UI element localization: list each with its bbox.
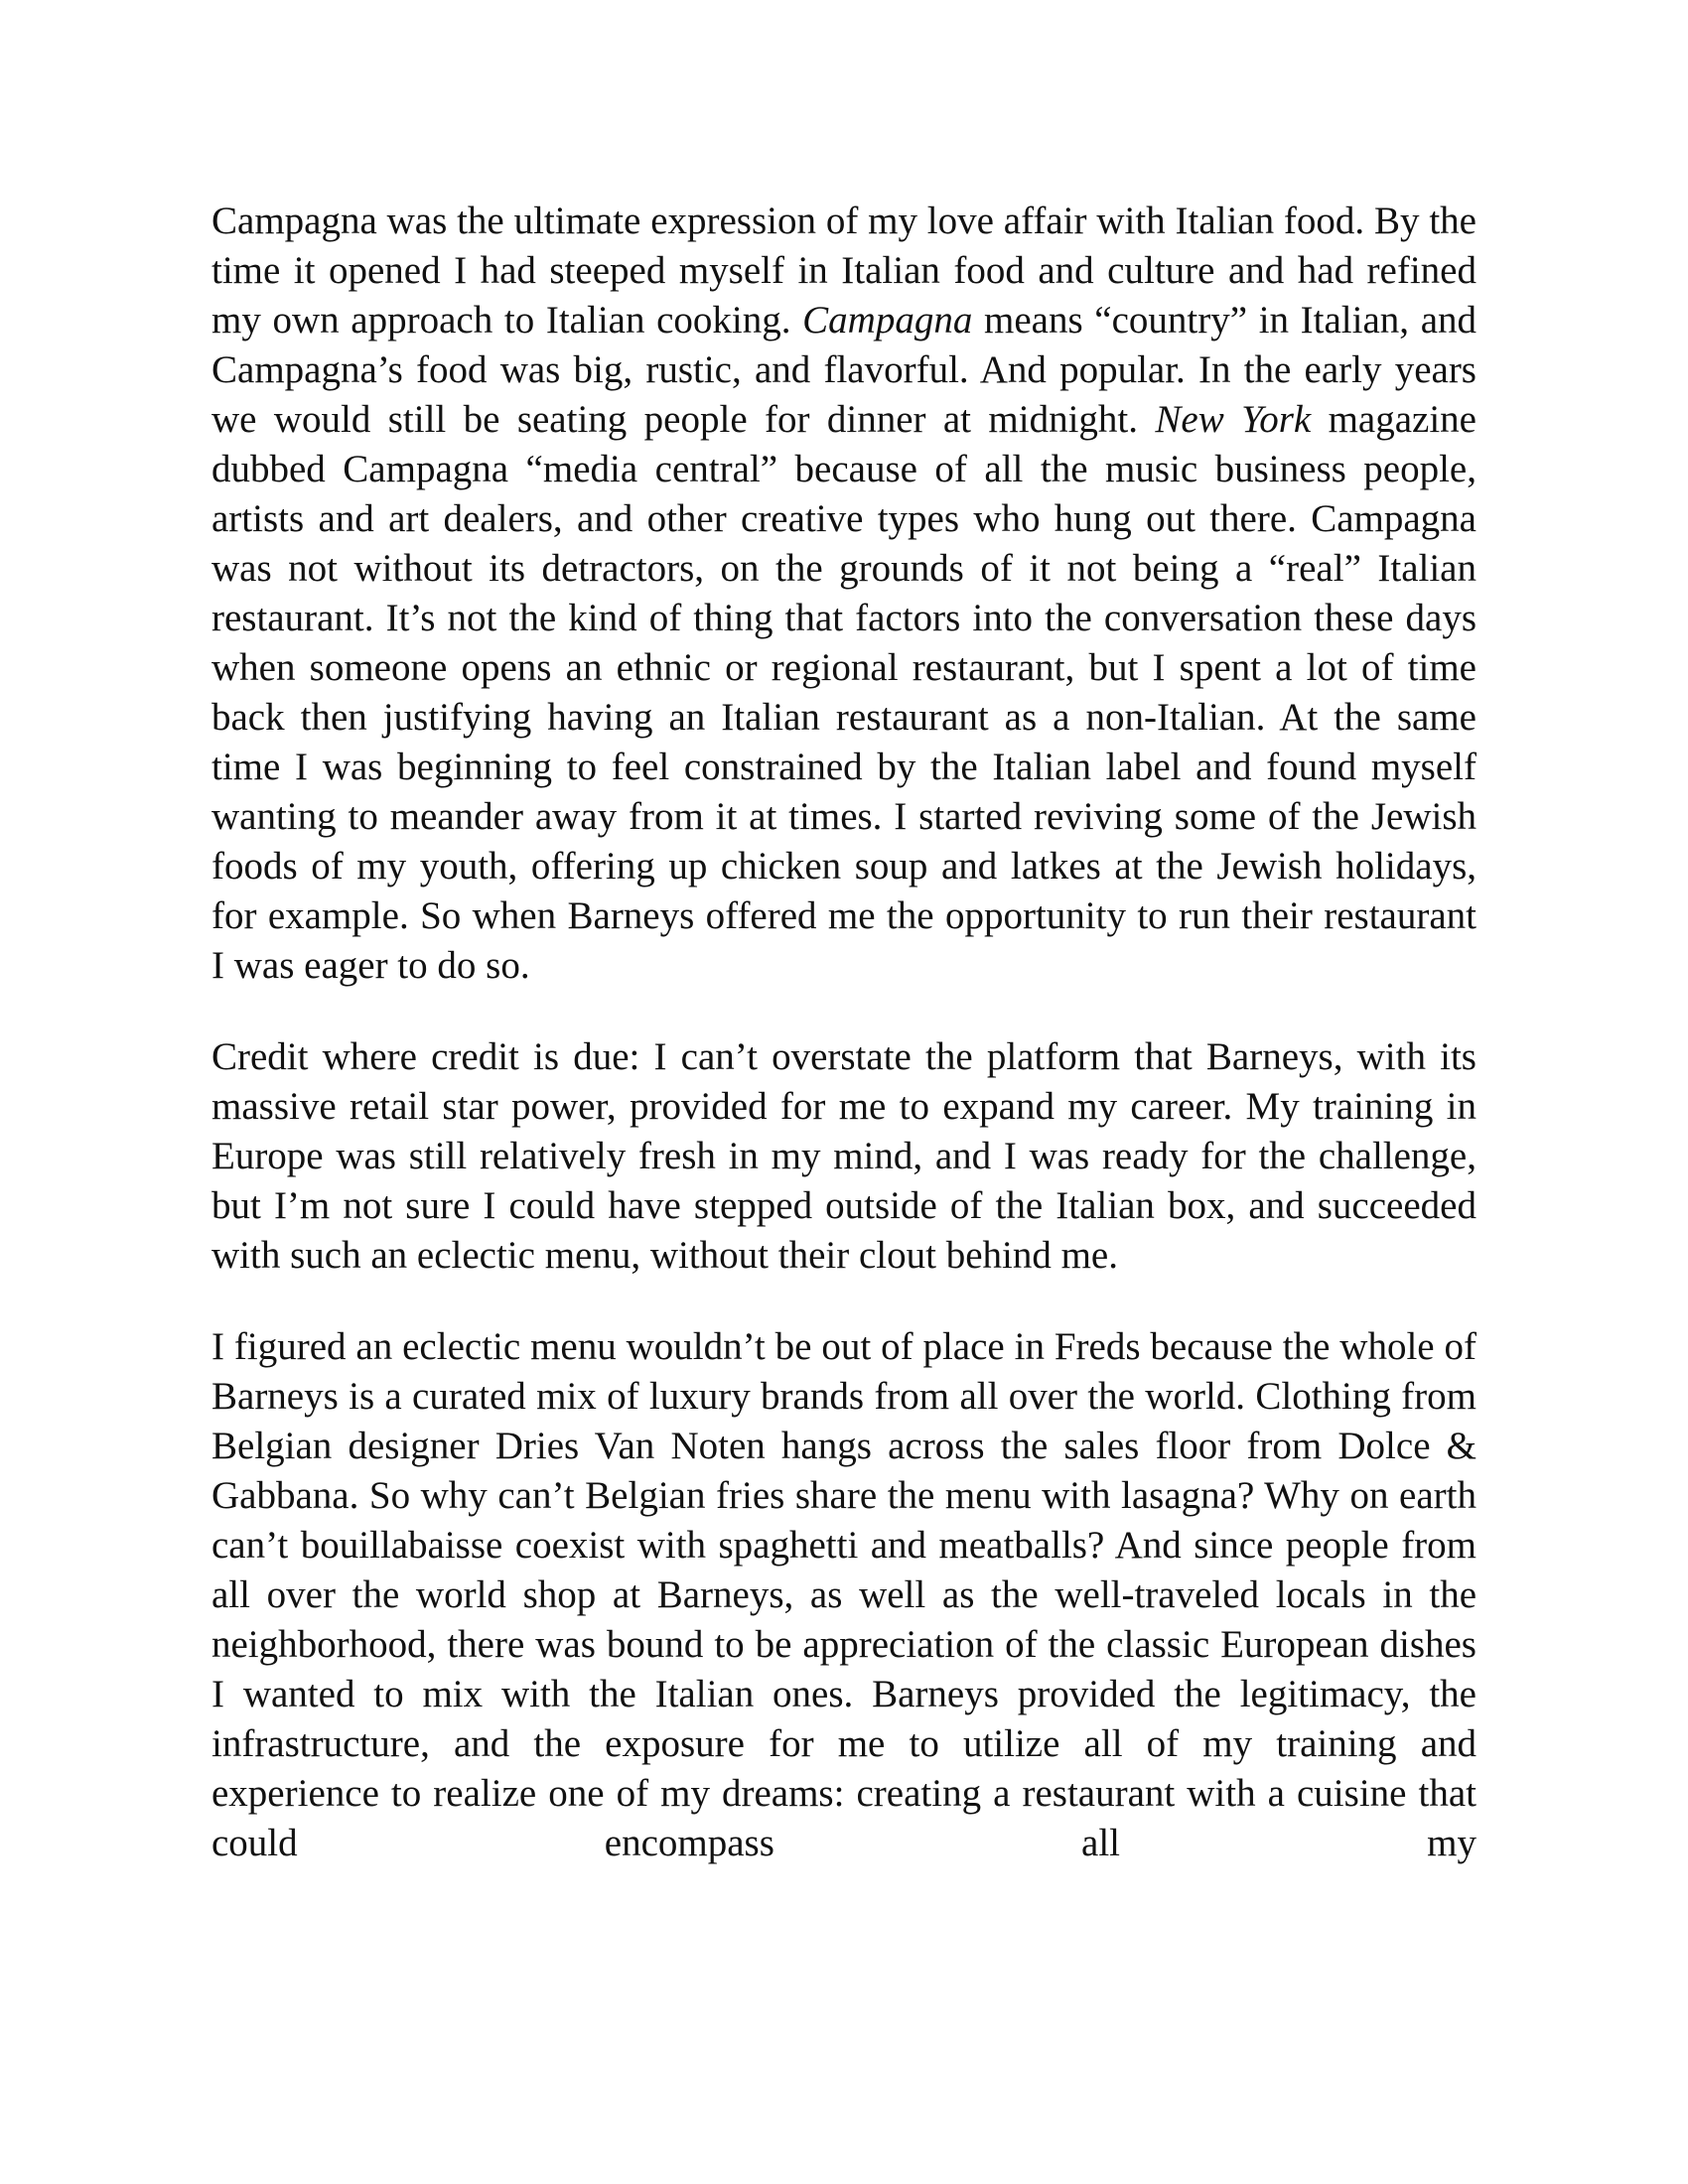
paragraph-eclectic-menu: I figured an eclectic menu wouldn’t be out of place in Freds because the whole of Barneys is a curated mix of luxury brands from all over the world. Clothing from Belgian designer Dries Van Noten hangs across the sales floor from Dolce & Gabbana. So why can’t Belgian fries share the menu with lasagna? Why on earth can’t bouillabaisse coexist with spaghetti and meatballs? And since people from all over the world shop at Barneys, as well as the well-traveled locals in the neighborhood, there was bound to be appreciation of the classic European dishes I wanted to mix with the Italian ones. Barneys provided the legitimacy, the infrastructure, and the exposure for me to utilize all of my training and experience to realize one of my dreams: creating a restaurant with a cuisine that could encompass all my — [211, 1325, 1477, 1864]
paragraph-text: means “country” in Italian, and Campagna’s food was big, rustic, and flavorful. And popular. In the early years we would still be seating people for dinner at midnight. — [211, 299, 1477, 441]
paragraph-campagna — [211, 197, 1477, 991]
paragraph-text: magazine dubbed Campagna “media central” because of all the music business people, artists and art dealers, and other creative types who hung out there. Campagna was not without its detractors, on the grounds of it not being a “real” Italian restaurant. It’s not the kind of thing that factors into the conversation these days when someone opens an ethnic or regional restaurant, but I spent a lot of time back then justifying having an Italian restaurant as a non-Italian. At the same time I was beginning to feel constrained by the Italian label and found myself wanting to meander away from it at times. I started reviving some of the Jewish foods of my youth, offering up chicken soup and latkes at the Jewish holidays, for example. So when Barneys offered me the opportunity to run their restaurant I was eager to do so. — [211, 398, 1477, 987]
italic-title-campagna: Campagna — [802, 299, 973, 341]
paragraph-credit: Credit where credit is due: I can’t overstate the platform that Barneys, with its massive retail star power, provided for me to expand my career. My training in Europe was still relatively fresh in my mind, and I was ready for the challenge, but I’m not sure I could have stepped outside of the Italian box, and succeeded with such an eclectic menu, without their clout behind me. — [211, 1035, 1477, 1277]
body-text — [211, 197, 1477, 1868]
italic-title-new-york: New York — [1155, 398, 1312, 441]
paragraph-text: Campagna was the ultimate expression of my love affair with Italian food. By the time it opened I had steeped myself in Italian food and culture and had refined my own approach to Italian cooking. — [211, 200, 1477, 341]
